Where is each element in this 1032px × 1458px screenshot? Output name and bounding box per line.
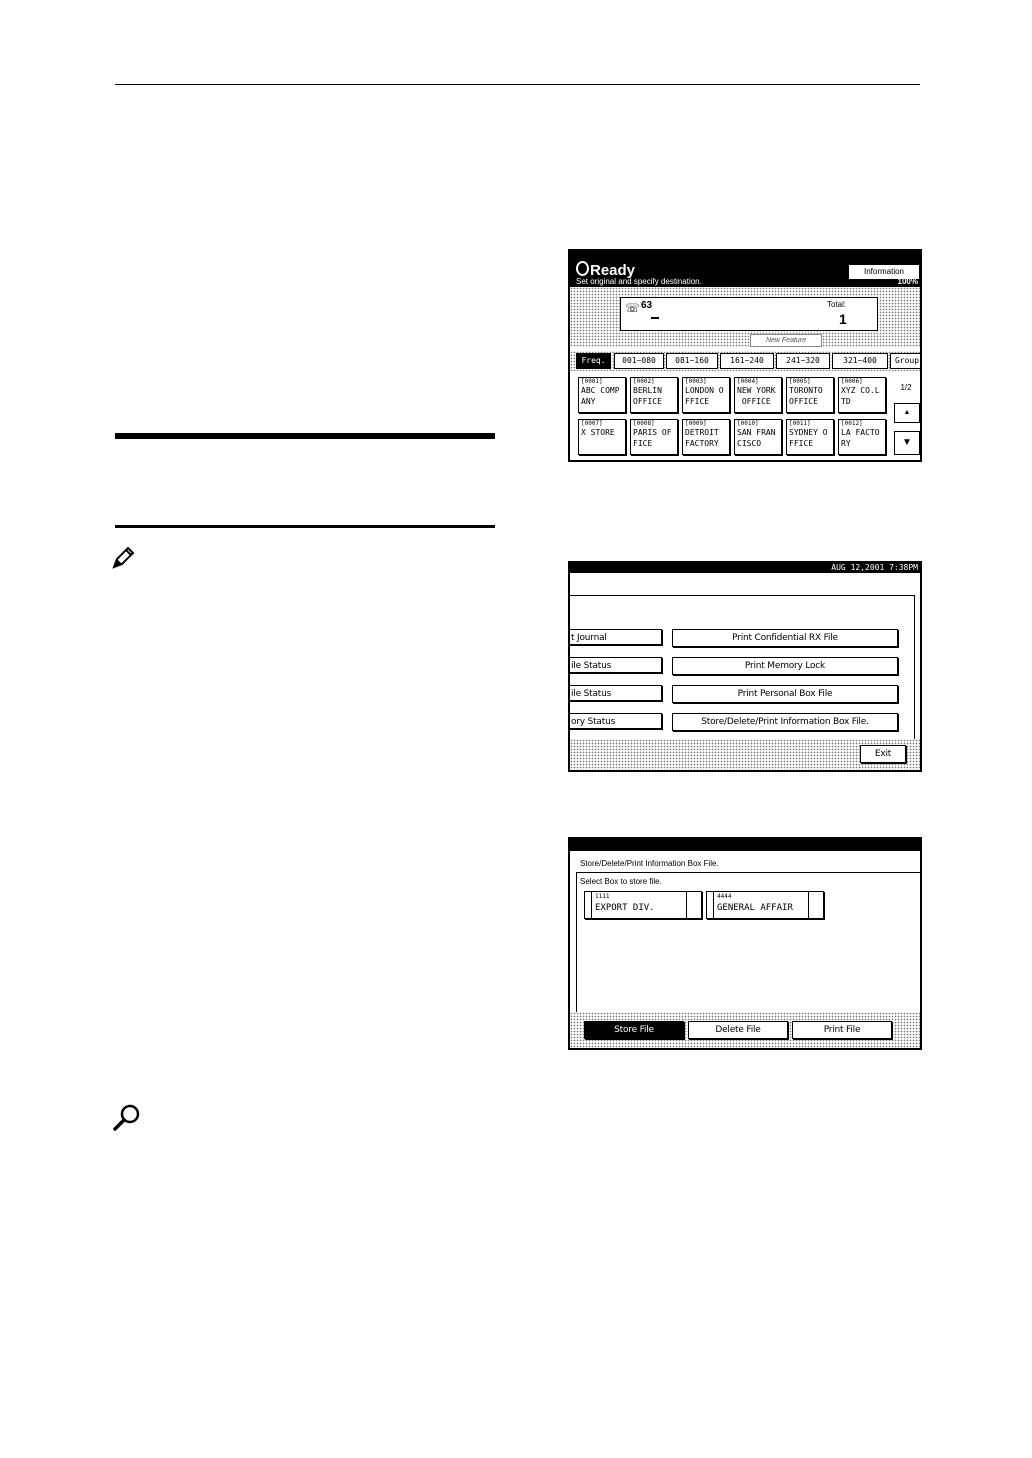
destination-key[interactable]: [0001] ABC COMP ANY [578,377,626,413]
tab-freq[interactable]: Freq. [576,353,611,369]
page-indicator: 1/2 [894,377,918,399]
box-label: GENERAL AFFAIR [717,903,793,913]
box-number: 1111 [595,893,610,900]
box-divider [591,892,592,918]
prompt-text: Set original and specify destination. [576,277,702,286]
pencil-note-icon [110,545,136,571]
print-confidential-rx-file-button[interactable]: Print Confidential RX File [672,629,898,647]
destination-tabs [570,351,920,371]
file-status-button[interactable]: ile Status [568,657,662,673]
box-divider [686,892,687,918]
destination-key[interactable]: [0004] NEW YORK OFFICE [734,377,782,413]
destination-key[interactable]: [0002] BERLIN OFFICE [630,377,678,413]
box-number: 4444 [717,893,732,900]
print-file-button[interactable]: Print File [792,1021,892,1039]
tab-321-400[interactable]: 321~400 [832,353,888,369]
destination-key[interactable]: [0011] SYDNEY O FFICE [786,419,834,455]
tab-161-240[interactable]: 161~240 [720,353,774,369]
tab-group[interactable]: Group [890,353,922,369]
memory-status-button[interactable]: ory Status [568,713,662,729]
box-divider [808,892,809,918]
status-text: Ready [590,262,636,279]
section-rule-thin [115,525,495,528]
destination-key[interactable]: [0007] X STORE [578,419,626,455]
tab-081-160[interactable]: 081~160 [666,353,718,369]
memory-indicator: 100% [897,277,918,286]
store-delete-print-information-box-file-button[interactable]: Store/Delete/Print Information Box File. [672,713,898,731]
status-bar [570,251,920,287]
magnifier-reference-icon [112,1103,142,1133]
destination-number: 63 [641,300,653,311]
tab-241-320[interactable]: 241~320 [776,353,830,369]
total-label: Total: [827,300,847,309]
box-label: EXPORT DIV. [595,903,655,913]
header-rule [115,84,920,85]
information-box-select-screen [568,837,922,1050]
info-box-export-div[interactable] [584,891,702,919]
section-rule-thick [115,433,495,439]
destination-key[interactable]: [0010] SAN FRAN CISCO [734,419,782,455]
phone-icon: ☏ [625,301,641,315]
file-status-button-2[interactable]: ile Status [568,685,662,701]
destination-key[interactable]: [0012] LA FACTO RY [838,419,886,455]
scroll-down-button[interactable]: ▼ [894,431,920,455]
bottom-bar [570,1012,920,1048]
info-box-general-affair[interactable] [706,891,824,919]
information-button[interactable]: Information [848,264,920,280]
destination-key[interactable]: [0003] LONDON O FFICE [682,377,730,413]
exit-button[interactable]: Exit [860,745,906,763]
print-personal-box-file-button[interactable]: Print Personal Box File [672,685,898,703]
store-file-button[interactable]: Store File [584,1021,684,1039]
header-bar [570,839,920,851]
box-divider [713,892,714,918]
bottom-bar [570,739,920,770]
fax-standby-screen [568,249,922,462]
tab-001-080[interactable]: 001~080 [614,353,664,369]
scroll-up-button[interactable]: ▲ [894,403,920,423]
date-time-bar: AUG 12,2001 7:38PM [570,563,920,573]
destination-key[interactable]: [0006] XYZ CO.L TD [838,377,886,413]
new-feature-button[interactable]: New Feature [750,334,822,347]
destination-field[interactable] [620,297,878,331]
screen-subtitle: Select Box to store file. [580,877,662,886]
destination-key[interactable]: [0005] TORONTO OFFICE [786,377,834,413]
destination-key[interactable]: [0009] DETROIT FACTORY [682,419,730,455]
print-memory-lock-button[interactable]: Print Memory Lock [672,657,898,675]
ready-ring-icon [576,261,589,276]
total-value: 1 [839,311,847,327]
destination-key[interactable]: [0008] PARIS OF FICE [630,419,678,455]
delete-file-button[interactable]: Delete File [688,1021,788,1039]
print-report-menu-screen [568,561,922,772]
input-cursor [651,317,659,319]
destination-band [570,287,920,347]
screen-title: Store/Delete/Print Information Box File. [580,859,719,868]
print-journal-button[interactable]: t Journal [568,629,662,645]
